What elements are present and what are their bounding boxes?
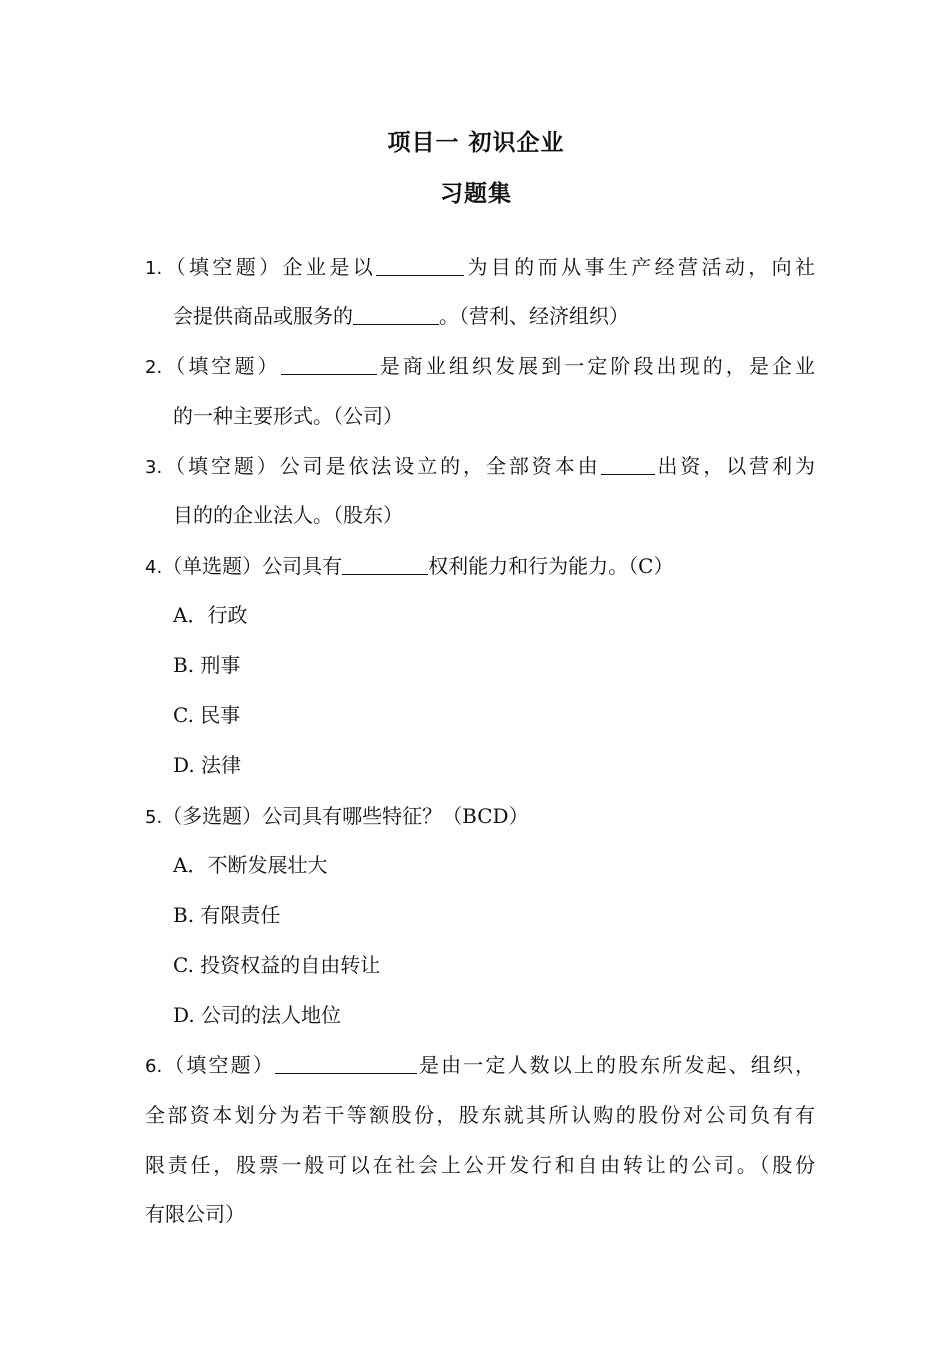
answer-blank bbox=[376, 253, 464, 276]
question-5-line-1 bbox=[145, 801, 815, 831]
question-6-line-4: 有限公司） bbox=[145, 1202, 245, 1226]
answer-blank bbox=[275, 1051, 417, 1074]
question-6-line-3 bbox=[145, 1150, 815, 1180]
question-5-option-b: B. 有限责任 bbox=[173, 903, 281, 927]
question-type: （填空题） bbox=[162, 454, 280, 478]
page-title: 项目一 初识企业 bbox=[387, 130, 565, 156]
question-text: 是由一定人数以上的股东所发起、组织， bbox=[416, 1053, 815, 1077]
question-text: 权利能力和行为能力。 bbox=[428, 554, 629, 578]
answer-text: （股东） bbox=[333, 503, 403, 527]
question-text: 是商业组织发展到一定阶段出现的，是企业 bbox=[376, 354, 815, 378]
question-type: （单选题） bbox=[162, 554, 263, 578]
question-1-line-1 bbox=[145, 252, 815, 282]
question-4-option-b: B. 刑事 bbox=[173, 653, 241, 677]
question-type: （填空题） bbox=[162, 255, 283, 279]
question-text: 目的的企业法人。 bbox=[173, 503, 333, 527]
question-4-line-1 bbox=[145, 551, 815, 581]
question-type: （填空题） bbox=[162, 354, 281, 378]
question-2-line-1 bbox=[145, 351, 815, 381]
answer-blank bbox=[281, 352, 377, 375]
question-5-option-d: D. 公司的法人地位 bbox=[173, 1003, 342, 1027]
question-number: 5. bbox=[145, 807, 163, 828]
question-3-line-1 bbox=[145, 451, 815, 481]
answer-text: （BCD） bbox=[442, 804, 529, 828]
question-type: （填空题） bbox=[162, 1053, 275, 1077]
question-text: 公司具有哪些特征？ bbox=[262, 804, 443, 828]
answer-text: （C） bbox=[628, 554, 674, 578]
question-1-line-2 bbox=[173, 301, 813, 331]
answer-blank bbox=[353, 302, 439, 325]
question-6-line-2: 全部资本划分为若干等额股份，股东就其所认购的股份对公司负有有 bbox=[145, 1103, 815, 1127]
question-text: 公司是依法设立的，全部资本由 bbox=[279, 454, 601, 478]
question-number: 1. bbox=[145, 258, 163, 279]
question-text: 为目的而从事生产经营活动，向社 bbox=[464, 255, 815, 279]
question-number: 6. bbox=[145, 1056, 163, 1077]
answer-text: （股份 bbox=[759, 1153, 815, 1177]
question-text: 。 bbox=[439, 304, 459, 328]
question-type: （多选题） bbox=[162, 804, 263, 828]
question-4-option-d: D. 法律 bbox=[173, 753, 242, 777]
question-2-line-2 bbox=[173, 401, 813, 431]
question-3-line-2 bbox=[173, 500, 813, 530]
question-number: 3. bbox=[145, 457, 163, 478]
question-4-option-c: C. 民事 bbox=[173, 703, 241, 727]
question-6-line-1 bbox=[145, 1050, 815, 1080]
question-text: 的一种主要形式。 bbox=[173, 404, 333, 428]
answer-blank bbox=[601, 452, 655, 475]
question-text: 会提供商品或服务的 bbox=[173, 304, 353, 328]
answer-text: （公司） bbox=[333, 404, 403, 428]
question-text: 限责任，股票一般可以在社会上公开发行和自由转让的公司。 bbox=[145, 1153, 760, 1177]
page-subtitle: 习题集 bbox=[440, 181, 512, 207]
question-5-option-a: A．不断发展壮大 bbox=[173, 853, 328, 877]
question-4-option-a: A．行政 bbox=[173, 603, 248, 627]
question-5-option-c: C. 投资权益的自由转让 bbox=[173, 953, 381, 977]
question-text: 公司具有 bbox=[262, 554, 343, 578]
answer-blank bbox=[342, 552, 428, 575]
question-text: 企业是以 bbox=[282, 255, 377, 279]
question-number: 4. bbox=[145, 557, 163, 578]
question-number: 2. bbox=[145, 357, 163, 378]
question-text: 出资，以营利为 bbox=[654, 454, 815, 478]
answer-text: （营利、经济组织） bbox=[459, 304, 629, 328]
